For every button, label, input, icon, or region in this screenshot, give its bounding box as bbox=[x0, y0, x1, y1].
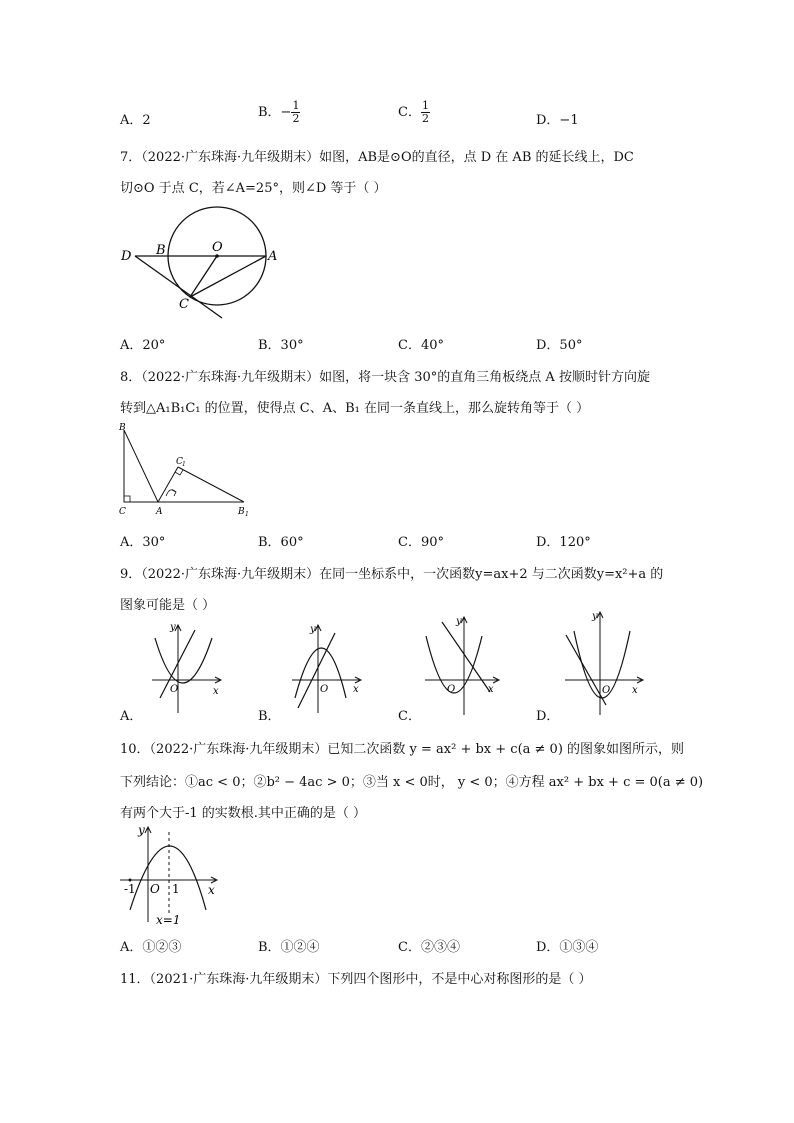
q9-option-d: D． bbox=[536, 709, 560, 724]
q10-figure bbox=[116, 820, 226, 930]
q7-figure bbox=[118, 205, 288, 325]
q8-label-b: B bbox=[119, 423, 126, 433]
q7-label-b: B bbox=[156, 243, 166, 258]
q7-stem-line2: 切⊙O 于点 C，若∠A=25°，则∠D 等于（ ） bbox=[120, 181, 387, 196]
q7-label-d: D bbox=[121, 249, 132, 264]
q8-label-b1: B bbox=[238, 507, 245, 517]
q10-option-a: A．①②③ bbox=[120, 940, 182, 955]
q9-option-b: B． bbox=[258, 709, 281, 724]
svg-text:O: O bbox=[602, 685, 611, 696]
q7-option-a: A．20° bbox=[120, 338, 166, 353]
q11-stem-line1: 11．（2021·广东珠海·九年级期末）下列四个图形中，不是中心对称图形的是（ ） bbox=[120, 972, 592, 987]
q8-line-ab bbox=[124, 430, 158, 502]
svg-text:y: y bbox=[592, 611, 598, 622]
q7-option-c: C．40° bbox=[398, 338, 444, 353]
svg-text:x=1: x=1 bbox=[156, 913, 181, 927]
svg-text:O: O bbox=[150, 882, 160, 896]
q6-option-b bbox=[258, 100, 300, 125]
q10-option-d: D．①③④ bbox=[536, 940, 599, 955]
q7-stem-line1: 7．（2022·广东珠海·九年级期末）如图，AB是⊙O的直径，点 D 在 AB 的延长线上，DC bbox=[120, 150, 634, 165]
q8-line-c1-b1 bbox=[178, 467, 244, 502]
q9-stem-line2: 图象可能是（ ） bbox=[120, 598, 216, 613]
q9-stem-line1: 9．（2022·广东珠海·九年级期末）在同一坐标系中，一次函数y=ax+2 与二次函数y=x²+a 的 bbox=[120, 567, 664, 582]
svg-text:-1: -1 bbox=[124, 882, 136, 896]
q6-option-c-denominator: 2 bbox=[421, 112, 429, 125]
q6-option-b-prefix: B．− bbox=[258, 105, 292, 120]
q6-option-b-numerator: 1 bbox=[292, 99, 300, 112]
q8-option-b: B．60° bbox=[258, 535, 304, 550]
q6-option-c bbox=[398, 100, 430, 125]
q7-line-ca bbox=[190, 256, 266, 297]
q9-graph-a bbox=[140, 618, 230, 718]
q8-option-c: C．90° bbox=[398, 535, 444, 550]
q8-option-a: A．30° bbox=[120, 535, 166, 550]
svg-text:x: x bbox=[488, 684, 494, 695]
q10-stem-line2: 下列结论：①ac < 0；②b² − 4ac > 0；③当 x < 0时， y < 0；④方程 ax² + bx + c = 0(a ≠ 0) bbox=[120, 775, 704, 790]
q6-option-c-prefix: C． bbox=[398, 105, 421, 120]
q9-graph-c bbox=[420, 610, 510, 720]
svg-text:x: x bbox=[353, 684, 359, 695]
q8-stem-line2: 转到△A₁B₁C₁ 的位置，使得点 C、A、B₁ 在同一条直线上，那么旋转角等于（ ） bbox=[120, 401, 590, 416]
svg-text:O: O bbox=[170, 684, 179, 695]
q7-option-d: D．50° bbox=[536, 338, 583, 353]
q6-option-c-fraction bbox=[421, 100, 430, 125]
q8-rotation-arrow bbox=[172, 490, 176, 496]
q10-option-c: C．②③④ bbox=[398, 940, 460, 955]
q8-label-c: C bbox=[119, 507, 126, 517]
q6-option-c-numerator: 1 bbox=[421, 99, 429, 112]
q9-option-c: C． bbox=[398, 709, 421, 724]
q10-parabola bbox=[130, 846, 206, 910]
q8-label-c1: C bbox=[176, 457, 183, 467]
q8-label-a: A bbox=[156, 507, 163, 517]
q9-graph-b bbox=[280, 618, 370, 718]
svg-text:O: O bbox=[320, 684, 329, 695]
q8-stem-line1: 8．（2022·广东珠海·九年级期末）如图，将一块含 30°的直角三角板绕点 A 按顺时针方向旋 bbox=[120, 370, 650, 385]
svg-text:x: x bbox=[208, 883, 215, 897]
q7-label-o: O bbox=[212, 240, 223, 255]
svg-text:y: y bbox=[138, 823, 145, 837]
svg-text:y: y bbox=[310, 624, 316, 635]
q6-option-d: D．−1 bbox=[536, 113, 579, 128]
q7-label-c: C bbox=[179, 297, 189, 312]
q8-option-d: D．120° bbox=[536, 535, 591, 550]
q10-stem-line1: 10．（2022·广东珠海·九年级期末）已知二次函数 y = ax² + bx + c(a ≠ 0) 的图象如图所示，则 bbox=[120, 742, 685, 757]
svg-text:y: y bbox=[456, 616, 462, 627]
svg-text:O: O bbox=[447, 684, 456, 695]
q6-option-a: A．2 bbox=[120, 113, 151, 128]
q7-line-co bbox=[190, 256, 217, 297]
svg-text:x: x bbox=[632, 685, 638, 696]
q9-graph-d bbox=[560, 605, 650, 720]
q8-label-b1-sub: 1 bbox=[245, 511, 249, 518]
q9-option-a: A． bbox=[120, 709, 143, 724]
q6-option-b-fraction bbox=[291, 100, 300, 125]
svg-text:1: 1 bbox=[172, 882, 180, 896]
q8-right-angle-c bbox=[124, 496, 130, 502]
q10-option-b: B．①②④ bbox=[258, 940, 320, 955]
q8-figure bbox=[116, 420, 256, 520]
q7-option-b: B．30° bbox=[258, 338, 304, 353]
svg-text:y: y bbox=[170, 622, 176, 633]
q10-stem-line3: 有两个大于-1 的实数根.其中正确的是（ ） bbox=[120, 806, 367, 821]
q6-option-b-denominator: 2 bbox=[292, 112, 300, 125]
q7-label-a: A bbox=[268, 249, 278, 264]
q8-label-c1-sub: 1 bbox=[182, 461, 186, 468]
svg-text:x: x bbox=[213, 686, 219, 697]
